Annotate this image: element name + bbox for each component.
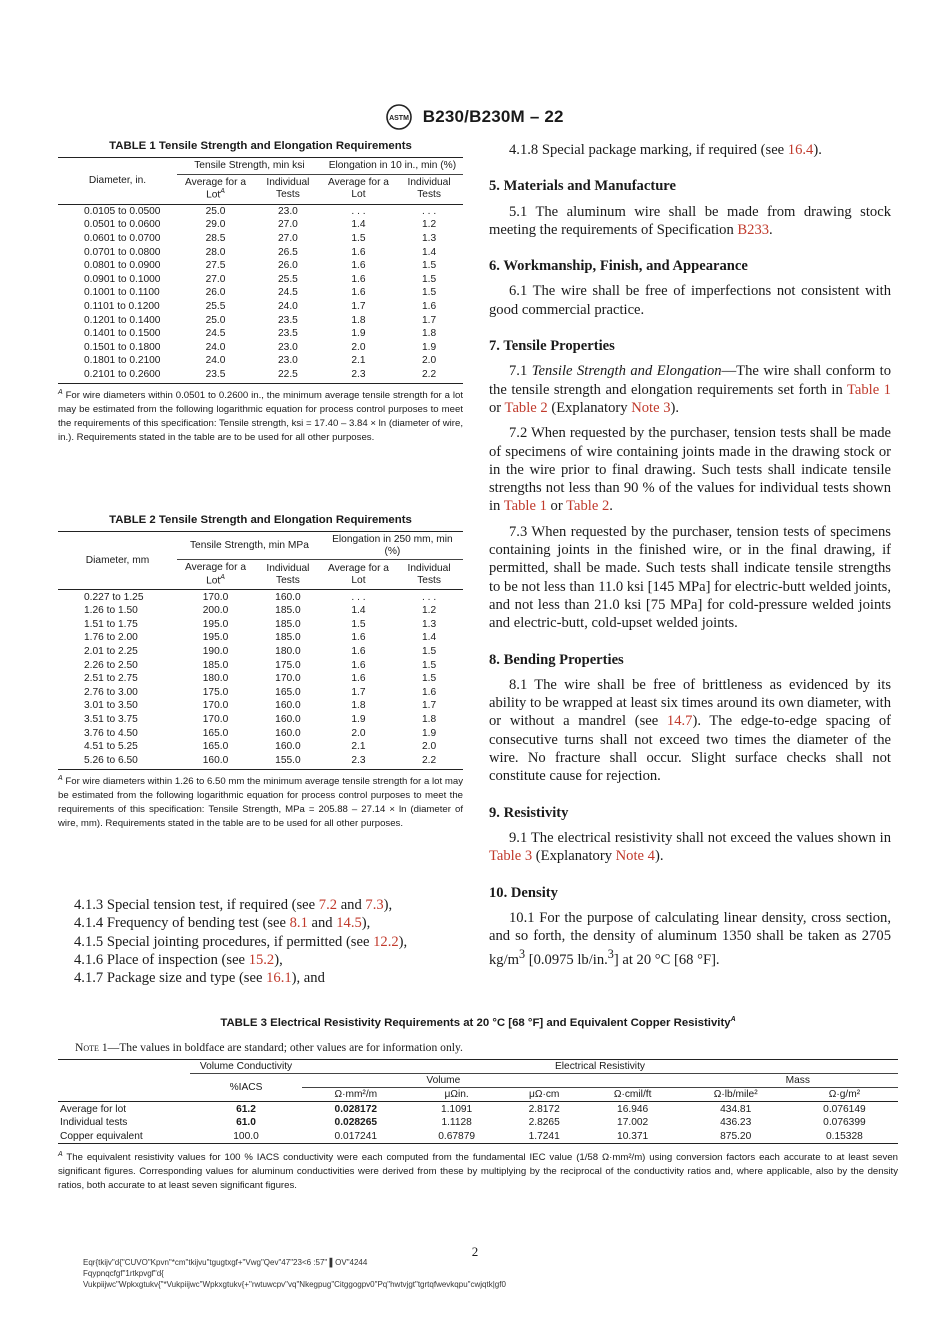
table-cell: 185.0: [275, 632, 301, 644]
table-3-unit: μΩin.: [410, 1088, 504, 1102]
ref-b233[interactable]: B233: [737, 221, 770, 238]
requirements-list: [74, 896, 407, 987]
table-1-col-diameter: Diameter, in.: [58, 158, 177, 205]
table-cell: 1.8: [421, 328, 437, 340]
table-3-unit: Ω·g/m²: [791, 1088, 898, 1102]
table-cell: 0.0501 to 0.0600: [84, 219, 161, 231]
table-cell: 1.6: [351, 273, 366, 285]
table-row: [58, 1129, 898, 1143]
table-cell: 2.8265: [528, 1117, 560, 1129]
right-column: [489, 141, 891, 970]
section-ref[interactable]: 15.2: [248, 951, 275, 968]
table-row: [58, 273, 463, 287]
table-cell: 23.5: [177, 368, 254, 384]
table-3: [58, 1016, 898, 1193]
table-cell: 434.81: [720, 1103, 752, 1115]
section-5-heading: 5. Materials and Manufacture: [489, 178, 676, 195]
table-cell: 1.5: [421, 645, 437, 657]
para-5-1: 5.1 The aluminum wire shall be made from drawing stock meeting the requirements of Specification B233.: [489, 203, 891, 238]
table-cell: 0.0901 to 0.1000: [84, 273, 161, 285]
table-3-footnote: $^A$ The equivalent resistivity values for 100 % IACS conductivity were each computed from the fundamental IEC value (1/58 Ω·mm²/m) using conversion factors each accurate to at least seven significant figures. Corresponding values for aluminum conductivities were derived from these by multiplying by the reciprocal of the conductivity ratios and, where applicable, also by the density ratios, both accurate to at least seven significant figures.: [58, 1150, 898, 1191]
table-cell: 185.0: [275, 618, 301, 630]
table-row: [58, 354, 463, 368]
section-ref[interactable]: 8.1: [289, 915, 308, 932]
table-row: [58, 604, 463, 618]
table-cell: 0.017241: [302, 1129, 410, 1143]
para-4-1-8: 4.1.8 Special package marking, if required (see 16.4).: [509, 142, 822, 158]
svg-text:ASTM: ASTM: [389, 115, 410, 122]
table-row: [58, 713, 463, 727]
section-6-heading: 6. Workmanship, Finish, and Appearance: [489, 258, 748, 275]
table-2-sub-avg-lot: Average for a Lot$^A$: [177, 560, 254, 590]
table-cell: 27.0: [205, 273, 226, 285]
table-row: [58, 218, 463, 232]
table-2-col-elong: Elongation in 250 mm, min (%): [322, 532, 463, 560]
table-cell: 1.3: [421, 618, 437, 630]
table-cell: 25.0: [205, 314, 226, 326]
table-1-sub-avg-lot-2: Average for a Lot: [322, 174, 395, 204]
table-1-grid: [58, 157, 463, 384]
list-item: 4.1.6 Place of inspection (see 15.2),: [74, 951, 283, 968]
table-cell: 27.5: [205, 260, 226, 272]
table-3-note: Note 1—The values in boldface are standard; other values are for information only.: [75, 1040, 463, 1054]
para-7-3: 7.3 When requested by the purchaser, tension tests of specimens containing joints in the finished wire, or in the final drawing, if permitted, shall be made. Such tests shall indicate tensile strengths to be not less than 11.0 ksi [145 MPa] for electric-butt welded joints, and not less than 21.0 ksi [75 MPa] for cold-pressure welded joints and electric-butt, cold-upset welded joints.: [489, 523, 891, 632]
table-row: [58, 340, 463, 354]
table-cell: 170.0: [202, 591, 229, 603]
section-ref[interactable]: 14.5: [336, 915, 362, 932]
footer-line: Fqypnqcfgf"1rtkpvgf"d{: [83, 1269, 164, 1278]
table-cell: 0.028265: [334, 1117, 378, 1129]
table-cell: 0.227 to 1.25: [84, 591, 144, 603]
table-cell: 28.5: [205, 233, 226, 245]
ref-table-1-b[interactable]: Table 1: [503, 498, 547, 515]
ref-note-3[interactable]: Note 3: [631, 399, 671, 416]
table-1-col-elong: Elongation in 10 in., min (%): [322, 158, 463, 175]
table-cell: 1.8: [351, 700, 366, 712]
table-cell: 0.15328: [791, 1129, 898, 1143]
table-cell: 875.20: [681, 1129, 791, 1143]
ref-16-4[interactable]: 16.4: [787, 142, 814, 158]
table-cell: 1.6: [351, 673, 366, 685]
table-cell: 2.0: [351, 727, 366, 739]
table-cell: 170.0: [202, 713, 229, 725]
section-8-heading: 8. Bending Properties: [489, 651, 624, 668]
table-row: [58, 672, 463, 686]
table-cell: 1.9: [351, 713, 366, 725]
table-cell: 2.1: [351, 355, 366, 367]
table-cell: 1.6: [351, 659, 366, 671]
table-cell: 24.0: [205, 341, 226, 353]
table-row: [58, 685, 463, 699]
table-3-title: TABLE 3 Electrical Resistivity Requirements at 20 °C [68 °F] and Equivalent Copper Resistivity$^A$: [220, 1016, 736, 1029]
table-2-footnote: $^A$ For wire diameters within 1.26 to 6.50 mm the minimum average tensile strength for a lot may be estimated from the following logarithmic equation for process control purposes to meet the requirements of this specification: Tensile Strength, MPa = 205.88 – 27.14 × ln (diameter of wire, mm). Requirements stated in the table are to be used for all other purposes.: [58, 774, 463, 829]
table-cell: 2.2: [395, 368, 463, 384]
table-row: [58, 313, 463, 327]
table-row: [58, 726, 463, 740]
table-cell: 160.0: [177, 753, 254, 769]
table-cell: 0.1801 to 0.2100: [84, 355, 161, 367]
table-cell: 1.7: [421, 700, 437, 712]
table-cell: 1.1128: [441, 1117, 472, 1129]
table-cell: 1.5: [421, 659, 437, 671]
table-cell: 180.0: [275, 645, 301, 657]
table-cell: 1.5: [421, 273, 437, 285]
table-cell: 0.0105 to 0.0500: [84, 205, 161, 217]
table-row: [58, 699, 463, 713]
page-number: 2: [471, 1244, 479, 1259]
para-8-1: 8.1 The wire shall be free of brittleness as evidenced by its ability to be wrapped at least six times around its own diameter, with or without a mandrel (see 14.7). The edge-to-edge spacing of consecutive turns shall not exceed two times the diameter of the wire. No fracture shall occur. Slight surface checks shall not constitute cause for rejection.: [489, 676, 892, 785]
table-cell: 22.5: [254, 368, 322, 384]
table-cell: 175.0: [275, 659, 301, 671]
table-row: [58, 1102, 898, 1116]
table-cell: Individual tests: [60, 1117, 128, 1129]
table-2-grid: [58, 531, 463, 770]
table-cell: 1.7241: [504, 1129, 585, 1143]
table-row: [58, 645, 463, 659]
table-1-sub-indiv-2: Individual Tests: [395, 174, 463, 204]
table-cell: . . .: [351, 205, 366, 217]
table-cell: 0.076149: [823, 1103, 866, 1115]
table-cell: 0.0701 to 0.0800: [84, 246, 161, 258]
table-cell: 1.5: [421, 287, 437, 299]
table-row: [58, 286, 463, 300]
table-cell: . . .: [422, 205, 437, 217]
table-cell: 0.1401 to 0.1500: [84, 328, 161, 340]
table-2-sub-indiv: Individual Tests: [254, 560, 322, 590]
table-row: [58, 1116, 898, 1130]
para-7-2: 7.2 When requested by the purchaser, tension tests shall be made of specimens of wire containing joints made in the drawing stock or in the wire prior to final drawing. Such tests shall indicate tensile strengths not less than 90 % of the values for individual tests shown in Table 1 or Table 2.: [489, 425, 891, 515]
table-cell: 160.0: [275, 741, 301, 753]
designation: B230/B230M – 22: [422, 107, 564, 126]
table-cell: 1.8: [421, 713, 437, 725]
table-cell: 3.51 to 3.75: [84, 713, 138, 725]
table-cell: 24.0: [278, 301, 298, 312]
table-cell: . . .: [422, 591, 437, 603]
table-cell: 1.4: [351, 605, 366, 617]
table-1: [58, 140, 463, 445]
table-3-col-resistivity: Electrical Resistivity: [302, 1059, 898, 1073]
table-cell: 61.0: [236, 1117, 256, 1129]
table-3-unit: Ω·mm²/m: [302, 1088, 410, 1102]
table-3-unit: Ω·lb/mile²: [681, 1088, 791, 1102]
table-cell: 0.028172: [334, 1103, 378, 1115]
table-cell: 1.7: [351, 686, 366, 698]
list-item: 4.1.5 Special jointing procedures, if permitted (see 12.2),: [74, 933, 408, 950]
table-cell: 1.4: [421, 246, 437, 258]
table-cell: 3.76 to 4.50: [84, 727, 138, 739]
table-cell: 175.0: [202, 686, 229, 698]
table-2-sub-indiv-2: Individual Tests: [395, 560, 463, 590]
section-ref[interactable]: 16.1: [266, 970, 292, 987]
table-3-col-iacs: %IACS: [190, 1074, 302, 1102]
table-cell: Copper equivalent: [58, 1129, 190, 1143]
table-cell: 1.26 to 1.50: [84, 605, 138, 617]
table-1-col-tensile: Tensile Strength, min ksi: [177, 158, 322, 175]
table-row: [58, 631, 463, 645]
list-item: 4.1.3 Special tension test, if required (see 7.2 and 7.3),: [74, 897, 393, 913]
table-1-sub-indiv: Individual Tests: [254, 174, 322, 204]
table-cell: 165.0: [202, 741, 229, 753]
table-cell: 17.002: [617, 1117, 649, 1129]
table-cell: 10.371: [585, 1129, 681, 1143]
copyright-footer: [83, 1257, 506, 1290]
table-cell: 27.0: [278, 233, 298, 245]
table-cell: 165.0: [202, 727, 229, 739]
table-cell: 29.0: [205, 219, 226, 231]
table-cell: 1.3: [421, 233, 437, 245]
table-row: [58, 327, 463, 341]
section-7-heading: 7. Tensile Properties: [489, 338, 615, 355]
table-cell: 185.0: [202, 659, 229, 671]
table-cell: 2.51 to 2.75: [84, 673, 138, 685]
table-cell: 2.01 to 2.25: [84, 645, 138, 657]
table-row: [58, 204, 463, 218]
table-row: [58, 740, 463, 754]
section-9-heading: 9. Resistivity: [489, 804, 569, 821]
table-2-col-diameter: Diameter, mm: [58, 532, 177, 590]
table-cell: 2.26 to 2.50: [84, 659, 138, 671]
list-item: 4.1.4 Frequency of bending test (see 8.1 and 14.5),: [74, 915, 371, 932]
table-cell: 25.5: [205, 301, 226, 312]
table-row: [58, 590, 463, 604]
table-row: [58, 300, 463, 314]
table-cell: 0.1001 to 0.1100: [84, 287, 160, 299]
table-cell: 2.0: [351, 341, 366, 353]
table-cell: 160.0: [275, 713, 301, 725]
table-cell: 1.6: [351, 260, 366, 272]
table-cell: 1.5: [421, 673, 437, 685]
table-cell: 1.4: [351, 219, 366, 231]
table-cell: 4.51 to 5.25: [84, 741, 138, 753]
table-row: [58, 617, 463, 631]
table-cell: 2.3: [322, 368, 395, 384]
ref-14-7[interactable]: 14.7: [666, 713, 693, 730]
table-cell: 1.2: [421, 219, 437, 231]
table-cell: 0.2101 to 0.2600: [58, 368, 177, 384]
ref-note-4[interactable]: Note 4: [615, 848, 655, 865]
table-cell: 0.1101 to 0.1200: [84, 301, 160, 312]
table-cell: 155.0: [254, 753, 322, 769]
table-cell: 2.0: [421, 355, 437, 367]
table-cell: 0.1201 to 0.1400: [84, 314, 161, 326]
list-item: 4.1.7 Package size and type (see 16.1), and: [74, 970, 325, 987]
table-cell: 1.5: [421, 260, 437, 272]
table-cell: 170.0: [202, 700, 229, 712]
table-cell: 436.23: [720, 1117, 752, 1129]
para-9-1: 9.1 The electrical resistivity shall not exceed the values shown in Table 3 (Explanatory Note 4).: [489, 829, 891, 865]
table-cell: 1.4: [421, 632, 437, 644]
table-cell: 1.6: [351, 632, 366, 644]
table-cell: 1.6: [421, 686, 437, 698]
table-cell: 0.0601 to 0.0700: [84, 233, 161, 245]
table-cell: 190.0: [202, 645, 229, 657]
table-cell: 23.0: [278, 341, 298, 353]
table-cell: 1.6: [421, 301, 437, 312]
table-2-title: TABLE 2 Tensile Strength and Elongation Requirements: [109, 514, 412, 526]
astm-logo: [386, 103, 412, 131]
table-cell: 23.5: [278, 314, 298, 326]
table-row: [58, 658, 463, 672]
table-cell: 0.67879: [410, 1129, 504, 1143]
table-cell: 1.9: [421, 341, 437, 353]
table-1-sub-avg-lot: Average for a Lot$^A$: [177, 174, 254, 204]
table-cell: 61.2: [236, 1103, 256, 1115]
table-cell: 1.5: [351, 233, 366, 245]
table-cell: 1.1091: [441, 1103, 473, 1115]
table-cell: 25.0: [205, 205, 226, 217]
table-cell: 1.9: [351, 328, 366, 340]
table-row: [58, 259, 463, 273]
table-cell: 26.0: [278, 260, 298, 272]
section-10-heading: 10. Density: [489, 884, 558, 901]
table-cell: 195.0: [202, 632, 229, 644]
ref-table-2-b[interactable]: Table 2: [566, 498, 610, 515]
table-cell: 160.0: [275, 700, 301, 712]
footer-line: Vukpiijwc"Wpkxgtukv{"*Vukpiijwc"Wpkxgtukv{+"rwtuwcpv"vq"Nkegpug"Citggogpv0"Pq"hwtvjgt"tgrtqfwevkqpu"cwjqtk|gf0: [83, 1280, 506, 1289]
table-cell: 1.8: [351, 314, 366, 326]
table-cell: 165.0: [275, 686, 301, 698]
table-cell: 200.0: [202, 605, 229, 617]
table-3-unit: Ω·cmil/ft: [585, 1088, 681, 1102]
table-row: [58, 245, 463, 259]
section-ref[interactable]: 7.3: [365, 897, 384, 913]
section-ref[interactable]: 7.2: [318, 897, 338, 913]
table-cell: 23.0: [278, 205, 298, 217]
ref-table-2[interactable]: Table 2: [504, 399, 548, 416]
table-cell: 170.0: [275, 673, 301, 685]
footer-line: Eqr{tkijv"d{"CUVO"Kpvn"*cm"tkijvu"tgugtxgf+"Vwg"Qev"47"23<6 :57" ▌OV"4244: [83, 1258, 368, 1267]
ref-table-3[interactable]: Table 3: [489, 848, 533, 865]
table-3-col-volume: Volume: [302, 1074, 585, 1088]
para-7-1: 7.1 Tensile Strength and Elongation—The wire shall conform to the tensile strength and elongation requirements set forth in Table 1 or Table 2 (Explanatory Note 3).: [489, 363, 891, 416]
table-cell: 0.076399: [823, 1117, 866, 1129]
table-cell: 1.76 to 2.00: [84, 632, 138, 644]
para-6-1: 6.1 The wire shall be free of imperfections not consistent with good commercial practice.: [489, 283, 891, 318]
table-cell: 2.0: [421, 741, 437, 753]
table-cell: 1.2: [421, 605, 437, 617]
table-cell: 2.3: [322, 753, 395, 769]
ref-table-1[interactable]: Table 1: [846, 381, 891, 398]
table-3-unit: μΩ·cm: [504, 1088, 585, 1102]
page-header: [0, 103, 950, 131]
table-cell: 195.0: [202, 618, 229, 630]
table-3-col-conductivity: Volume Conductivity: [190, 1059, 302, 1073]
table-cell: 25.5: [278, 273, 298, 285]
table-cell: 1.9: [421, 727, 437, 739]
table-cell: 1.6: [351, 246, 366, 258]
table-cell: 1.6: [351, 645, 366, 657]
table-cell: 100.0: [190, 1129, 302, 1143]
table-2: [58, 514, 463, 831]
table-cell: 0.1501 to 0.1800: [84, 341, 161, 353]
table-2-col-tensile: Tensile Strength, min MPa: [177, 532, 322, 560]
table-cell: 23.0: [278, 355, 298, 367]
table-1-footnote: $^A$ For wire diameters within 0.0501 to 0.2600 in., the minimum average tensile strength for a lot may be estimated from the following logarithmic equation for process control purposes to meet the requirements of this specification: Tensile strength, ksi = 17.40 – 3.84 × ln (diameter of wire, in.). Requirements stated in the table are to be used for all other purposes.: [58, 389, 463, 444]
table-2-sub-avg-lot-2: Average for a Lot: [322, 560, 395, 590]
table-cell: 1.7: [421, 314, 437, 326]
table-cell: 23.5: [278, 328, 298, 340]
table-cell: 2.8172: [528, 1103, 560, 1115]
table-cell: 24.5: [205, 328, 226, 340]
table-cell: 160.0: [275, 591, 301, 603]
table-cell: 1.7: [351, 301, 366, 312]
para-10-1: 10.1 For the purpose of calculating linear density, cross section, and so forth, the density of aluminum 1350 shall be taken as 2705 $kg/m^3$ [0.0975 lb/in.$^3$] at 20 °C [68 °F].: [489, 909, 891, 969]
table-cell: 1.6: [351, 287, 366, 299]
table-cell: 3.01 to 3.50: [84, 700, 138, 712]
table-cell: 24.5: [278, 287, 298, 299]
table-cell: 160.0: [275, 727, 301, 739]
table-cell: 26.0: [205, 287, 226, 299]
table-cell: 26.5: [278, 246, 298, 258]
table-row: [58, 368, 463, 384]
table-cell: 2.2: [395, 753, 463, 769]
table-cell: . . .: [351, 591, 366, 603]
table-1-title: TABLE 1 Tensile Strength and Elongation Requirements: [109, 140, 412, 152]
table-cell: 24.0: [205, 355, 226, 367]
table-cell: 28.0: [205, 246, 226, 258]
table-cell: 16.946: [617, 1103, 649, 1115]
table-cell: 185.0: [275, 605, 301, 617]
table-cell: 0.0801 to 0.0900: [84, 260, 161, 272]
table-cell: 27.0: [278, 219, 298, 231]
table-cell: Average for lot: [60, 1103, 127, 1115]
table-cell: 1.51 to 1.75: [84, 618, 138, 630]
table-cell: 180.0: [202, 673, 229, 685]
table-cell: 1.5: [351, 618, 366, 630]
section-ref[interactable]: 12.2: [373, 933, 399, 950]
table-row: [58, 753, 463, 769]
table-cell: 2.1: [351, 741, 366, 753]
table-row: [58, 232, 463, 246]
table-3-grid: [58, 1059, 898, 1144]
table-3-col-mass: Mass: [585, 1074, 898, 1088]
table-cell: 5.26 to 6.50: [58, 753, 177, 769]
table-cell: 2.76 to 3.00: [84, 686, 138, 698]
